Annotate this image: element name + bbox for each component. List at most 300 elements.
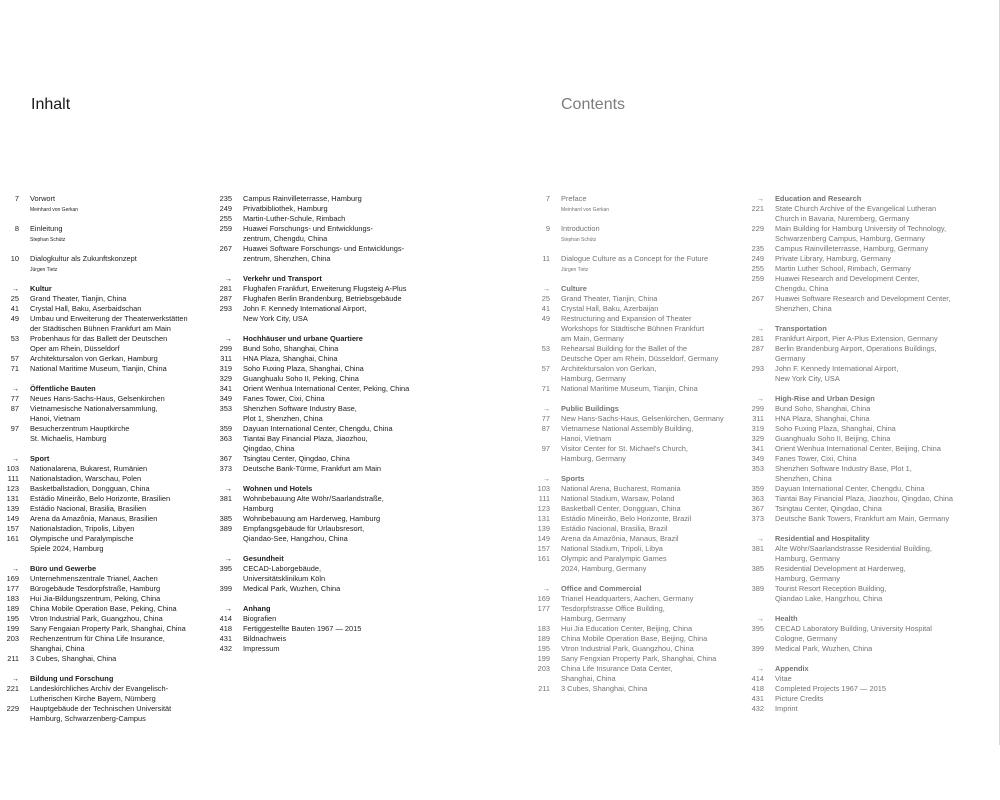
toc-entry-title: Hamburg [243, 504, 274, 513]
toc-entry [219, 584, 438, 594]
toc-page-number: 287 [219, 294, 232, 303]
toc-entry [243, 574, 438, 584]
toc-entry [751, 494, 970, 504]
toc-entry [6, 494, 225, 504]
toc-spacer [30, 554, 225, 564]
toc-entry-title: Arena da Amazônia, Manaus, Brasilien [30, 514, 158, 523]
arrow-right-icon: → [11, 674, 19, 683]
toc-entry [775, 574, 970, 584]
toc-page-number: 7 [14, 194, 19, 203]
toc-entry [775, 634, 970, 644]
toc-page-number: 71 [10, 364, 19, 373]
toc-page-number: 111 [7, 474, 19, 483]
toc-entry-title: Privatbibliothek, Hamburg [243, 204, 328, 213]
toc-author-line [30, 234, 225, 244]
toc-page-number: 157 [6, 524, 19, 533]
toc-entry-title: Martin-Luther-Schule, Rimbach [243, 214, 346, 223]
toc-section-heading [11, 564, 225, 574]
toc-page-number: 149 [537, 534, 550, 543]
toc-entry-title: Shenzhen Software Industry Base, [243, 404, 357, 413]
toc-page-number: 319 [751, 424, 764, 433]
toc-entry-title: Sany Fengxian Property Park, Shanghai, China [561, 654, 717, 663]
toc-entry [10, 364, 225, 374]
toc-author-name: Jürgen Tietz [561, 267, 589, 273]
toc-page-number: 7 [545, 194, 550, 203]
toc-page-number: 293 [751, 364, 764, 373]
toc-entry-title: Grand Theater, Tianjin, China [30, 294, 127, 303]
toc-entry-title: Medical Park, Wuzhen, China [243, 584, 341, 593]
toc-author-line [561, 234, 756, 244]
toc-entry-title: Landeskirchliches Archiv der Evangelisch- [30, 684, 169, 693]
toc-entry [30, 544, 225, 554]
toc-entry-title: Imprint [775, 704, 798, 713]
toc-spacer [243, 264, 438, 274]
toc-entry [6, 524, 225, 534]
toc-page-number: 189 [537, 634, 550, 643]
toc-page-number: 199 [6, 624, 19, 633]
toc-entry [220, 354, 438, 364]
toc-entry [751, 514, 970, 524]
toc-entry-title: Hui Jia-Bildungszentrum, Peking, China [30, 594, 161, 603]
toc-entry-title: Bürogebäude Tesdorpfstraße, Hamburg [30, 584, 161, 593]
toc-page-number: 235 [751, 244, 764, 253]
toc-entry-title: 3 Cubes, Shanghai, China [561, 684, 648, 693]
toc-entry [541, 414, 756, 424]
toc-page-number: 139 [537, 524, 550, 533]
toc-entry [537, 504, 756, 514]
toc-entry [10, 314, 225, 324]
toc-entry-title: Bund Soho, Shanghai, China [243, 344, 339, 353]
toc-section-title: Öffentliche Bauten [30, 384, 96, 393]
toc-page-number: 221 [751, 204, 764, 213]
toc-entry [751, 704, 970, 714]
toc-page-number: 57 [541, 364, 550, 373]
toc-page-number: 57 [10, 354, 19, 363]
toc-section-heading [224, 274, 438, 284]
toc-entry [537, 594, 756, 604]
arrow-right-icon: → [542, 474, 550, 483]
toc-page-number: 25 [10, 294, 19, 303]
toc-page-number: 183 [537, 624, 550, 633]
toc-entry-title: Shenzhen, China [775, 304, 832, 313]
toc-entry-title: National Maritime Museum, Tianjin, China [561, 384, 698, 393]
toc-entry-title: Architektursalon von Gerkan, [561, 364, 657, 373]
toc-column-german-1 [6, 194, 225, 724]
toc-entry [30, 434, 225, 444]
toc-section-title: Gesundheit [243, 554, 284, 563]
toc-entry [751, 244, 970, 254]
toc-entry [537, 654, 756, 664]
toc-page-number: 367 [219, 454, 232, 463]
toc-entry [537, 524, 756, 534]
toc-entry-title: Frankfurt Airport, Pier A-Plus Extension, Germany [775, 334, 938, 343]
toc-entry-title: Architektursalon von Gerkan, Hamburg [30, 354, 158, 363]
toc-page-number: 203 [6, 634, 19, 643]
toc-entry [10, 254, 225, 264]
toc-page-number: 414 [751, 674, 764, 683]
toc-entry-title: Rechenzentrum für China Life Insurance, [30, 634, 165, 643]
toc-entry [751, 204, 970, 214]
toc-entry-title: Berlin Brandenburg Airport, Operations Buildings, [775, 344, 937, 353]
toc-entry [6, 584, 225, 594]
toc-entry-title: zentrum, Chengdu, China [243, 234, 328, 243]
toc-entry-title: St. Michaelis, Hamburg [30, 434, 107, 443]
toc-entry [6, 704, 225, 714]
toc-entry-title: Orient Wenhua International Center, Peking, China [243, 384, 410, 393]
toc-entry-title: New York City, USA [243, 314, 308, 323]
toc-page-number: 414 [219, 614, 232, 623]
toc-entry [243, 254, 438, 264]
toc-entry [751, 254, 970, 264]
toc-page-number: 87 [10, 404, 19, 413]
toc-entry-title: Vietnamese National Assembly Building, [561, 424, 694, 433]
toc-section-title: Verkehr und Transport [243, 274, 322, 283]
toc-page-number: 255 [751, 264, 764, 273]
toc-entry [541, 444, 756, 454]
toc-entry-title: Neues Hans-Sachs-Haus, Gelsenkirchen [30, 394, 165, 403]
toc-entry [541, 344, 756, 354]
toc-entry [561, 454, 756, 464]
toc-entry [775, 594, 970, 604]
toc-entry-title: Martin Luther School, Rimbach, Germany [775, 264, 911, 273]
toc-entry [219, 394, 438, 404]
toc-entry-title: Tesdorpfstrasse Office Building, [561, 604, 665, 613]
toc-entry-title: Orient Wenhua International Center, Beijing, China [775, 444, 941, 453]
toc-entry-title: Wohnbebauung am Harderweg, Hamburg [243, 514, 381, 523]
toc-page-number: 211 [538, 684, 550, 693]
toc-entry [219, 634, 438, 644]
toc-entry-title: Medical Park, Wuzhen, China [775, 644, 873, 653]
toc-entry [561, 674, 756, 684]
toc-entry [6, 484, 225, 494]
toc-entry [219, 224, 438, 234]
toc-page-number: 385 [751, 564, 764, 573]
toc-page-number: 349 [751, 454, 764, 463]
toc-entry [6, 504, 225, 514]
toc-page-number: 77 [10, 394, 19, 403]
toc-entry [243, 234, 438, 244]
toc-entry-title: Einleitung [30, 224, 63, 233]
toc-entry [561, 354, 756, 364]
toc-section-heading [224, 334, 438, 344]
toc-entry-title: Universitätsklinikum Köln [243, 574, 326, 583]
toc-entry-title: Introduction [561, 224, 600, 233]
toc-entry-title: Probenhaus für das Ballett der Deutschen [30, 334, 168, 343]
toc-section-heading [11, 384, 225, 394]
toc-entry-title: zentrum, Shenzhen, China [243, 254, 331, 263]
arrow-right-icon: → [224, 334, 232, 343]
toc-page-number: 49 [541, 314, 550, 323]
toc-section-title: Culture [561, 284, 587, 293]
toc-spacer [243, 324, 438, 334]
toc-section-title: Public Buildings [561, 404, 619, 413]
toc-entry-title: Tiantai Bay Financial Plaza, Jiaozhou, Qingdao, China [775, 494, 954, 503]
toc-section-title: Sport [30, 454, 50, 463]
toc-entry-title: Preface [561, 194, 587, 203]
toc-entry-title: Hauptgebäude der Technischen Universität [30, 704, 172, 713]
toc-entry-title: Basketballstadion, Dongguan, China [30, 484, 150, 493]
toc-entry-title: Fanes Tower, Cixi, China [243, 394, 325, 403]
toc-page-number: 157 [537, 544, 550, 553]
toc-page-number: 199 [537, 654, 550, 663]
toc-entry-title: Flughafen Berlin Brandenburg, Betriebsgebäude [243, 294, 402, 303]
toc-entry-title: Dialogue Culture as a Concept for the Future [561, 254, 709, 263]
toc-page-number: 385 [219, 514, 232, 523]
toc-entry [30, 644, 225, 654]
toc-entry-title: Hamburg, Schwarzenberg-Campus [30, 714, 146, 723]
toc-page-number: 203 [537, 664, 550, 673]
toc-entry [219, 284, 438, 294]
toc-section-heading [11, 284, 225, 294]
toc-entry-title: am Main, Germany [561, 334, 624, 343]
toc-page-number: 341 [219, 384, 232, 393]
toc-entry-title: Hamburg, Germany [775, 554, 840, 563]
toc-entry [751, 404, 970, 414]
toc-page-number: 25 [541, 294, 550, 303]
toc-entry [751, 264, 970, 274]
toc-entry-title: Biografien [243, 614, 277, 623]
toc-entry-title: CECAD-Laborgebäude, [243, 564, 322, 573]
toc-entry [219, 404, 438, 414]
toc-page-number: 8 [14, 224, 19, 233]
toc-entry-title: Hanoi, Vietnam [30, 414, 81, 423]
toc-entry [775, 554, 970, 564]
toc-entry-title: Rehearsal Building for the Ballet of the [561, 344, 688, 353]
toc-entry [751, 424, 970, 434]
toc-page-number: 431 [219, 634, 232, 643]
toc-entry-title: Estádio Mineirão, Belo Horizonte, Brazil [561, 514, 692, 523]
toc-page-number: 249 [751, 254, 764, 263]
toc-entry [219, 454, 438, 464]
toc-column-english-2 [751, 194, 970, 714]
toc-entry-title: Vorwort [30, 194, 56, 203]
toc-entry-title: 3 Cubes, Shanghai, China [30, 654, 117, 663]
toc-entry-title: Oper am Rhein, Düsseldorf [30, 344, 120, 353]
toc-entry [561, 334, 756, 344]
toc-entry [6, 594, 225, 604]
toc-entry [6, 624, 225, 634]
toc-entry [751, 344, 970, 354]
toc-entry-title: Schwarzenberg Campus, Hamburg, Germany [775, 234, 925, 243]
toc-entry [6, 464, 225, 474]
toc-entry [10, 424, 225, 434]
toc-page-number: 221 [6, 684, 19, 693]
toc-entry [219, 374, 438, 384]
toc-page-number: 161 [6, 534, 19, 543]
toc-entry [541, 314, 756, 324]
toc-page-number: 418 [219, 624, 232, 633]
toc-author-name: Stephan Schütz [30, 237, 66, 243]
toc-entry-title: Soho Fuxing Plaza, Shanghai, China [243, 364, 364, 373]
toc-entry-title: Campus Rainvilleterrasse, Hamburg, Germany [775, 244, 929, 253]
toc-page-number: 287 [751, 344, 764, 353]
toc-page-number: 87 [541, 424, 550, 433]
toc-entry-title: 2024, Hamburg, Germany [561, 564, 647, 573]
toc-page-number: 41 [541, 304, 550, 313]
toc-page-number: 395 [751, 624, 764, 633]
toc-section-title: Sports [561, 474, 585, 483]
toc-page-number: 177 [537, 604, 550, 613]
toc-entry-title: Fertiggestellte Bauten 1967 — 2015 [243, 624, 362, 633]
toc-page-number: 229 [6, 704, 19, 713]
toc-entry-title: Unternehmenszentrale Trianel, Aachen [30, 574, 158, 583]
toc-page-number: 299 [219, 344, 232, 353]
toc-entry [538, 494, 756, 504]
toc-page-number: 195 [537, 644, 550, 653]
toc-section-heading [224, 554, 438, 564]
toc-entry-title: Besucherzentrum Hauptkirche [30, 424, 130, 433]
toc-author-name: Meinhard von Gerkan [561, 207, 610, 213]
toc-entry-title: Hanoi, Vietnam [561, 434, 612, 443]
toc-entry [219, 434, 438, 444]
toc-section-heading [542, 284, 756, 294]
toc-page-number: 53 [541, 344, 550, 353]
toc-entry-title: Deutsche Bank Towers, Frankfurt am Main, Germany [775, 514, 950, 523]
toc-entry-title: Nationalarena, Bukarest, Rumänien [30, 464, 148, 473]
toc-page-number: 183 [6, 594, 19, 603]
toc-entry-title: Vtron Industrial Park, Guangzhou, China [561, 644, 694, 653]
toc-spacer [30, 664, 225, 674]
toc-entry-title: Hamburg, Germany [561, 454, 626, 463]
toc-entry-title: National Maritime Museum, Tianjin, China [30, 364, 167, 373]
toc-spacer [30, 214, 225, 224]
toc-spacer [30, 244, 225, 254]
toc-author-name: Jürgen Tietz [30, 267, 58, 273]
toc-page-number: 381 [219, 494, 232, 503]
toc-entry-title: CECAD Laboratory Building, University Hospital [775, 624, 932, 633]
toc-spacer [775, 604, 970, 614]
toc-entry-title: Estádio Mineirão, Belo Horizonte, Brasilien [30, 494, 171, 503]
toc-page-number: 259 [219, 224, 232, 233]
toc-page-number: 329 [219, 374, 232, 383]
toc-entry-title: Hui Jia Education Center, Beijing, China [561, 624, 693, 633]
toc-entry [10, 404, 225, 414]
toc-page-number: 131 [537, 514, 550, 523]
toc-entry [6, 604, 225, 614]
toc-entry [537, 534, 756, 544]
toc-entry [10, 304, 225, 314]
toc-page-number: 235 [219, 194, 232, 203]
toc-page-number: 71 [541, 384, 550, 393]
toc-entry-title: Workshops for Städtische Bühnen Frankfurt [561, 324, 705, 333]
toc-page-number: 111 [538, 494, 550, 503]
toc-entry-title: Tiantai Bay Financial Plaza, Jiaozhou, [243, 434, 368, 443]
toc-spacer [561, 464, 756, 474]
arrow-right-icon: → [11, 564, 19, 573]
toc-section-title: Education and Research [775, 194, 862, 203]
toc-section-title: Anhang [243, 604, 271, 613]
toc-entry-title: Hamburg, Germany [561, 374, 626, 383]
toc-entry [545, 224, 756, 234]
toc-entry-title: HNA Plaza, Shanghai, China [243, 354, 338, 363]
toc-entry-title: Alte Wöhr/Saarlandstrasse Residential Building, [775, 544, 932, 553]
toc-entry [219, 644, 438, 654]
toc-page-number: 359 [751, 484, 764, 493]
toc-entry [10, 294, 225, 304]
toc-page-number: 255 [219, 214, 232, 223]
toc-entry-title: Impressum [243, 644, 280, 653]
toc-entry-title: National Stadium, Tripoli, Libya [561, 544, 663, 553]
toc-entry [541, 294, 756, 304]
toc-page-number: 123 [6, 484, 19, 493]
toc-entry [7, 654, 225, 664]
toc-entry-title: Huawei Forschungs- und Entwicklungs- [243, 224, 373, 233]
toc-spacer [30, 374, 225, 384]
toc-entry [541, 304, 756, 314]
toc-page-number: 363 [219, 434, 232, 443]
toc-entry [751, 444, 970, 454]
toc-entry [775, 214, 970, 224]
toc-entry [6, 614, 225, 624]
toc-entry-title: Nationalstadion, Warschau, Polen [30, 474, 142, 483]
arrow-right-icon: → [756, 394, 764, 403]
toc-entry [775, 304, 970, 314]
toc-entry-title: Lutherischen Kirche Bayern, Nürnberg [30, 694, 156, 703]
toc-entry-title: Nationalstadion, Tripolis, Libyen [30, 524, 135, 533]
toc-section-heading [756, 534, 970, 544]
toc-entry-title: Soho Fuxing Plaza, Shanghai, China [775, 424, 896, 433]
toc-author-line [30, 264, 225, 274]
toc-entry-title: Shanghai, China [30, 644, 85, 653]
toc-spacer [561, 574, 756, 584]
toc-entry [219, 204, 438, 214]
toc-entry [751, 644, 970, 654]
toc-page-number: 367 [751, 504, 764, 513]
toc-entry [542, 254, 756, 264]
toc-author-line [30, 204, 225, 214]
toc-entry-title: Church in Bavaria, Nuremberg, Germany [775, 214, 910, 223]
toc-spacer [561, 244, 756, 254]
toc-section-heading [756, 194, 970, 204]
toc-entry-title: Shenzhen, China [775, 474, 832, 483]
toc-spacer [775, 384, 970, 394]
toc-section-title: Büro und Gewerbe [30, 564, 97, 573]
toc-entry-title: Qiandao Lake, Hangzhou, China [775, 594, 883, 603]
arrow-right-icon: → [756, 614, 764, 623]
arrow-right-icon: → [542, 284, 550, 293]
toc-page-number: 259 [751, 274, 764, 283]
toc-page-number: 299 [751, 404, 764, 413]
toc-entry-title: Olympic and Paralympic Games [561, 554, 667, 563]
toc-entry [6, 534, 225, 544]
toc-entry [30, 414, 225, 424]
toc-page-number: 161 [537, 554, 550, 563]
toc-page-number: 359 [219, 424, 232, 433]
toc-spacer [30, 274, 225, 284]
toc-entry [541, 424, 756, 434]
toc-entry-title: Tourist Resort Reception Building, [775, 584, 887, 593]
toc-entry [751, 454, 970, 464]
toc-entry [775, 474, 970, 484]
toc-entry-title: China Mobile Operation Base, Peking, China [30, 604, 177, 613]
toc-entry-title: Spiele 2024, Hamburg [30, 544, 104, 553]
toc-entry-title: New York City, USA [775, 374, 840, 383]
toc-entry-title: John F. Kennedy International Airport, [775, 364, 899, 373]
toc-page-number: 311 [220, 354, 232, 363]
toc-section-title: Health [775, 614, 798, 623]
toc-page-number: 353 [751, 464, 764, 473]
toc-entry [537, 604, 756, 614]
toc-page-number: 97 [10, 424, 19, 433]
toc-section-heading [542, 404, 756, 414]
toc-entry-title: Bund Soho, Shanghai, China [775, 404, 871, 413]
toc-entry [537, 554, 756, 564]
toc-entry [219, 304, 438, 314]
page-title-english: Contents [561, 95, 626, 113]
toc-entry-title: State Church Archive of the Evangelical Lutheran [775, 204, 937, 213]
toc-entry [243, 444, 438, 454]
toc-spacer [775, 654, 970, 664]
